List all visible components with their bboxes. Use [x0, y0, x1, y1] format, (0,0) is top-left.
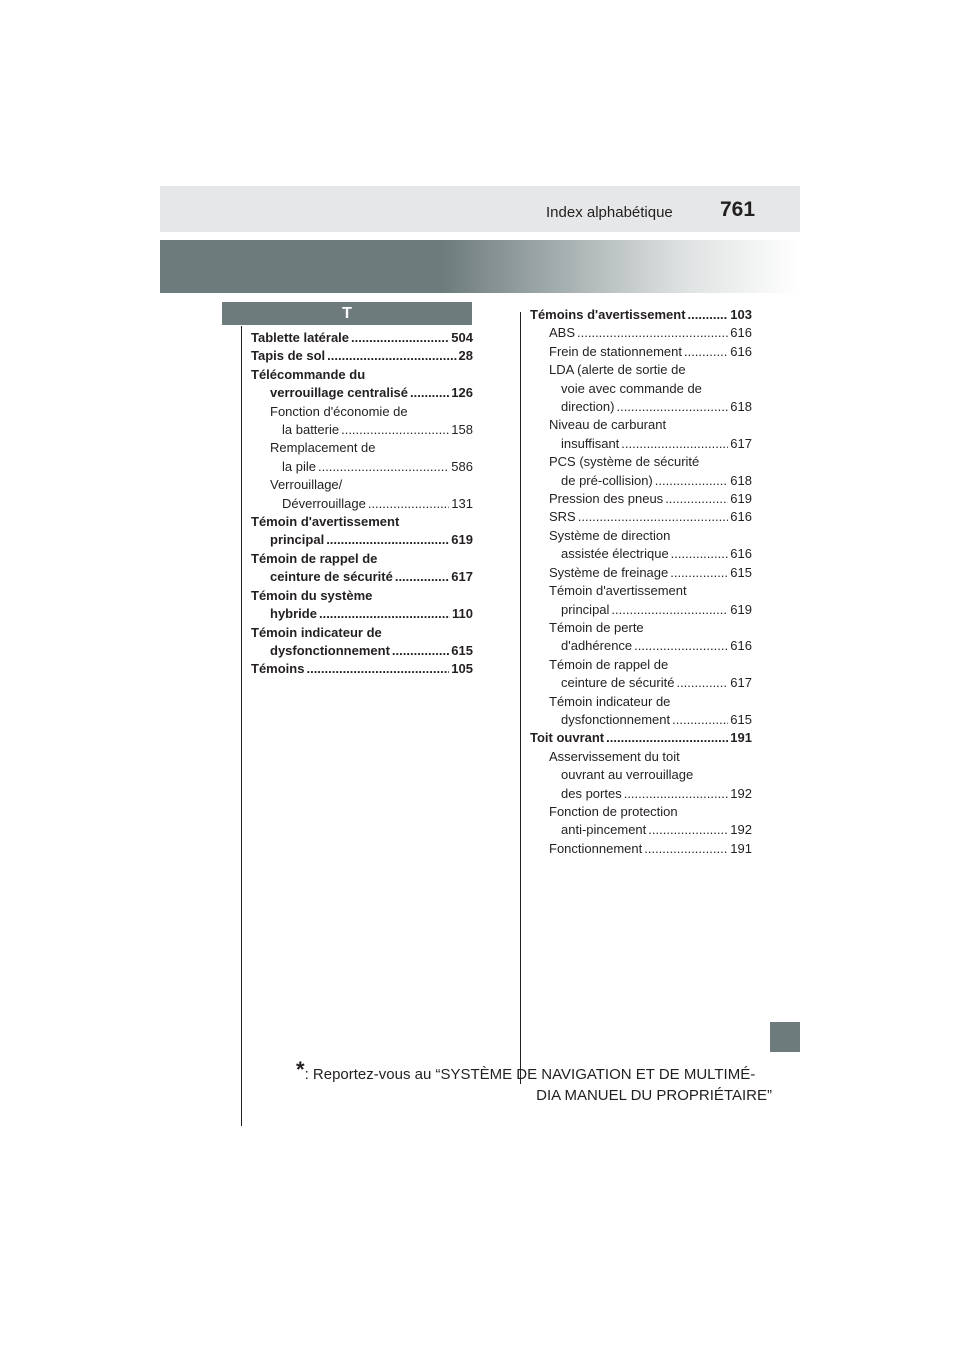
index-entry-line: LDA (alerte de sortie de: [549, 362, 686, 378]
footnote-text-1: : Reportez-vous au “SYSTÈME DE NAVIGATION ET DE MULTIMÉ-: [304, 1066, 756, 1083]
index-entry-label: principal: [561, 601, 610, 617]
index-entry-page: 615: [730, 564, 752, 580]
index-entry-line: voie avec commande de: [561, 380, 702, 396]
index-entry: [530, 508, 752, 526]
dot-leader: [326, 531, 449, 549]
index-column-right: [530, 306, 752, 858]
index-entry-page: 616: [730, 638, 752, 654]
index-entry-page: 615: [730, 711, 752, 727]
index-entry-line: Témoin du système: [251, 587, 373, 603]
index-entry-label: la pile: [282, 458, 316, 474]
index-entry: [251, 458, 473, 476]
index-entry-page: 103: [730, 307, 752, 322]
index-entry: [251, 495, 473, 513]
index-entry-page: 192: [730, 785, 752, 801]
index-entry: [530, 324, 752, 342]
dot-leader: [395, 568, 449, 586]
index-entry-label: dysfonctionnement: [270, 642, 390, 658]
index-entry-label: ABS: [549, 325, 576, 341]
index-entry-page: 616: [730, 509, 752, 525]
index-entry-label: d'adhérence: [561, 638, 633, 654]
dot-leader: [319, 605, 450, 623]
index-entry-line: Témoin indicateur de: [251, 624, 382, 640]
index-entry-line: Remplacement de: [270, 440, 376, 456]
index-entry-label: Fonctionnement: [549, 840, 643, 856]
dot-leader: [306, 660, 449, 678]
index-entry-page: 617: [730, 435, 752, 451]
dot-leader: [392, 642, 449, 660]
index-entry-line: Asservissement du toit: [549, 748, 680, 764]
dot-leader: [327, 347, 456, 365]
index-entry-label: hybride: [270, 606, 317, 622]
index-entry-line: Télécommande du: [251, 366, 366, 382]
index-entry-page: 126: [451, 385, 473, 401]
index-entry: [251, 568, 473, 586]
index-entry: [251, 384, 473, 402]
index-entry-label: principal: [270, 532, 325, 548]
index-entry: [251, 421, 473, 439]
index-entry-page: 28: [458, 348, 473, 364]
index-entry-label: Témoins: [251, 661, 305, 677]
index-entry-label: insuffisant: [561, 435, 620, 451]
index-entry-page: 616: [730, 325, 752, 341]
dot-leader: [351, 329, 449, 347]
index-entry-line: Témoin indicateur de: [549, 693, 671, 709]
index-entry: [251, 347, 473, 365]
index-entry: [530, 821, 752, 839]
dot-leader: [616, 398, 728, 416]
footnote-line-2: DIA MANUEL DU PROPRIÉTAIRE”: [536, 1087, 772, 1104]
index-letter-tab: T: [222, 302, 472, 325]
dot-leader: [578, 508, 729, 526]
index-entry: [251, 605, 473, 623]
dot-leader: [634, 637, 728, 655]
index-entry: [530, 398, 752, 416]
index-entry-label: de pré-collision): [561, 472, 653, 488]
index-entry-line: Verrouillage/: [270, 477, 343, 493]
dot-leader: [684, 343, 728, 361]
index-entry: [251, 531, 473, 549]
index-entry-page: 131: [451, 495, 473, 511]
index-entry: [530, 545, 752, 563]
index-entry: [530, 564, 752, 582]
index-entry-line: Témoin de perte: [549, 619, 644, 635]
dot-leader: [621, 435, 728, 453]
index-entry: [251, 660, 473, 678]
dot-leader: [410, 384, 449, 402]
left-column-rule: [241, 326, 242, 1126]
index-entry-label: ceinture de sécurité: [561, 675, 675, 691]
index-entry-line: Témoin de rappel de: [549, 656, 669, 672]
index-entry-line: ouvrant au verrouillage: [561, 767, 694, 783]
dot-leader: [671, 545, 729, 563]
index-entry-label: assistée électrique: [561, 546, 669, 562]
index-entry: [251, 642, 473, 660]
dot-leader: [611, 601, 728, 619]
index-entry-line: Fonction de protection: [549, 803, 678, 819]
index-entry-line: Niveau de carburant: [549, 417, 667, 433]
dot-leader: [672, 711, 728, 729]
index-entry-page: 191: [730, 840, 752, 856]
index-entry-label: direction): [561, 399, 615, 415]
index-entry-page: 619: [730, 491, 752, 507]
index-entry-line: PCS (système de sécurité: [549, 454, 700, 470]
footnote-marker: *: [296, 1057, 305, 1082]
index-entry-label: Déverrouillage: [282, 495, 366, 511]
index-entry: [530, 306, 752, 324]
index-entry: [530, 840, 752, 858]
index-entry-label: ceinture de sécurité: [270, 569, 393, 585]
footnote-line-1: [296, 1057, 772, 1085]
dot-leader: [341, 421, 449, 439]
dot-leader: [624, 785, 729, 803]
section-title: Index alphabétique: [546, 204, 673, 221]
index-entry: [530, 711, 752, 729]
index-column-left: [251, 329, 473, 679]
dot-leader: [577, 324, 728, 342]
index-entry-page: 616: [730, 546, 752, 562]
index-entry-label: des portes: [561, 785, 622, 801]
index-entry-page: 504: [451, 330, 473, 345]
index-entry-page: 615: [451, 642, 473, 658]
index-entry-label: SRS: [549, 509, 576, 525]
dot-leader: [670, 564, 728, 582]
index-entry-page: 619: [451, 532, 473, 548]
footnote: [296, 1057, 772, 1106]
index-entry: [530, 601, 752, 619]
index-entry: [530, 435, 752, 453]
index-entry: [530, 729, 752, 747]
index-entry: [530, 637, 752, 655]
index-entry: [251, 329, 473, 347]
index-entry-label: Tablette latérale: [251, 330, 350, 345]
index-entry-label: Tapis de sol: [251, 348, 326, 364]
index-entry: [530, 343, 752, 361]
index-entry-label: Témoins d'avertissement: [530, 307, 686, 322]
index-entry-label: Pression des pneus: [549, 491, 664, 507]
index-entry: [530, 674, 752, 692]
index-entry-page: 158: [451, 422, 473, 438]
index-entry-label: anti-pincement: [561, 822, 647, 838]
dot-leader: [644, 840, 728, 858]
index-entry-page: 616: [730, 343, 752, 359]
index-entry: [530, 472, 752, 490]
index-entry-line: Fonction d'économie de: [270, 403, 408, 419]
index-entry-page: 617: [451, 569, 473, 585]
page-number: 761: [720, 198, 756, 221]
index-entry-page: 618: [730, 399, 752, 415]
index-entry-page: 192: [730, 822, 752, 838]
index-entry-page: 619: [730, 601, 752, 617]
dot-leader: [368, 495, 449, 513]
index-entry-label: dysfonctionnement: [561, 711, 671, 727]
index-entry-page: 105: [451, 661, 473, 677]
side-thumb-tab: [770, 1022, 800, 1052]
index-entry-label: verrouillage centralisé: [270, 385, 409, 401]
index-entry-label: Frein de stationnement: [549, 343, 682, 359]
dot-leader: [606, 729, 728, 747]
dot-leader: [676, 674, 728, 692]
dot-leader: [648, 821, 728, 839]
page-header-bar: [160, 186, 800, 232]
column-divider: [520, 312, 521, 1084]
index-entry-page: 586: [451, 458, 473, 474]
dot-leader: [665, 490, 728, 508]
index-entry-line: Témoin d'avertissement: [549, 583, 687, 599]
index-entry: [530, 785, 752, 803]
index-entry-page: 617: [730, 675, 752, 691]
index-entry-label: Toit ouvrant: [530, 730, 605, 746]
dot-leader: [688, 306, 729, 324]
dot-leader: [318, 458, 449, 476]
index-entry-label: la batterie: [282, 422, 340, 438]
index-entry: [530, 490, 752, 508]
index-entry-line: Témoin d'avertissement: [251, 514, 400, 530]
index-entry-label: Système de freinage: [549, 564, 669, 580]
index-entry-line: Témoin de rappel de: [251, 550, 378, 566]
gradient-band: [160, 240, 800, 293]
dot-leader: [655, 472, 729, 490]
index-entry-page: 191: [730, 730, 752, 746]
index-entry-page: 110: [452, 606, 473, 622]
index-entry-line: Système de direction: [549, 527, 671, 543]
index-entry-page: 618: [730, 472, 752, 488]
